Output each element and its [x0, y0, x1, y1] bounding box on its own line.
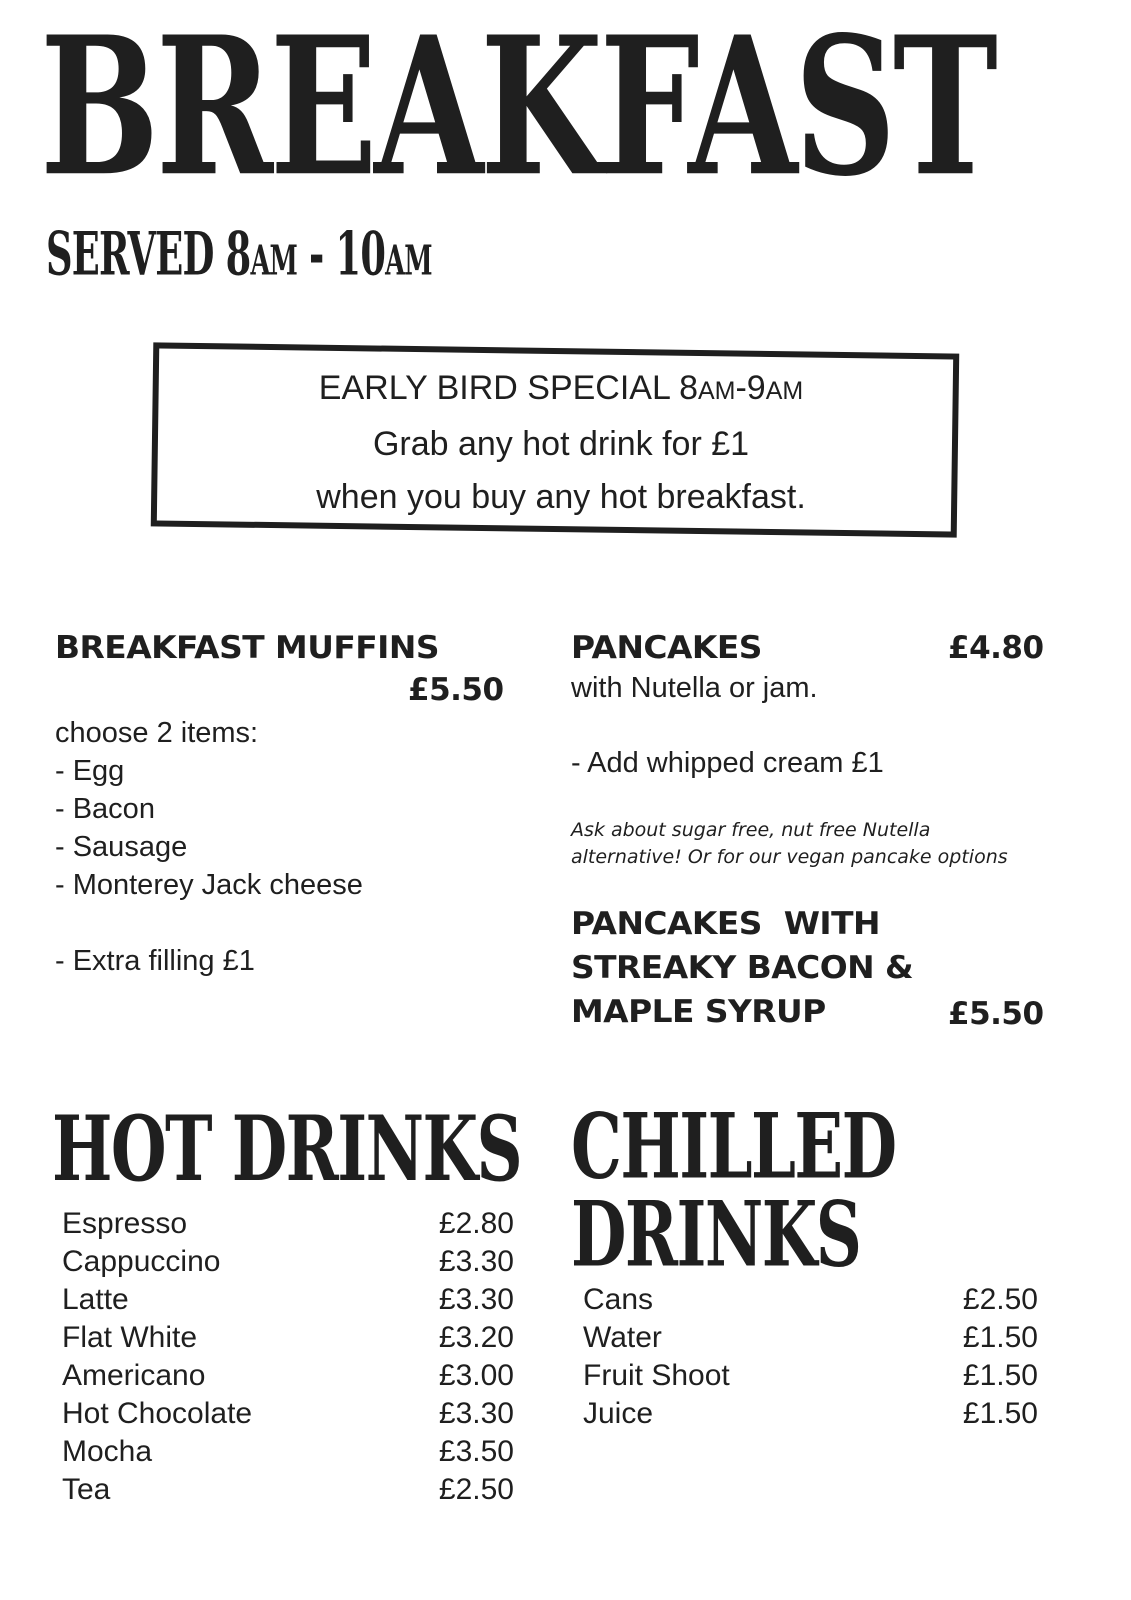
pancakes-bacon-title-line2: STREAKY BACON &: [571, 950, 914, 986]
hot-drink-price: £3.20: [438, 1321, 514, 1354]
chilled-drink-price: £2.50: [962, 1283, 1038, 1316]
hot-drink-name: Americano: [62, 1359, 206, 1392]
menu-title: BREAKFAST: [40, 0, 995, 220]
pancakes-note-line1: Ask about sugar free, nut free Nutella: [571, 819, 931, 841]
hot-drink-name: Hot Chocolate: [62, 1397, 253, 1430]
served-am-start: AM: [250, 235, 298, 286]
hot-drink-row: [62, 1357, 514, 1395]
chilled-drink-name: Fruit Shoot: [583, 1359, 730, 1392]
chilled-drink-row: [583, 1395, 1038, 1433]
pancakes-note: [571, 817, 1008, 871]
served-am-end: AM: [385, 235, 432, 286]
hot-drink-price: £3.30: [438, 1397, 514, 1430]
early-bird-am-end: AM: [765, 377, 804, 405]
hot-drink-price: £3.00: [438, 1359, 514, 1392]
chilled-drink-row: [583, 1319, 1038, 1357]
chilled-drink-row: [583, 1281, 1038, 1319]
chilled-drink-price: £1.50: [962, 1321, 1038, 1354]
hot-drink-price: £3.50: [438, 1435, 514, 1468]
hot-drink-row: [62, 1395, 514, 1433]
hot-drink-row: [62, 1205, 514, 1243]
muffins-intro: choose 2 items:: [55, 717, 259, 749]
hot-drink-name: Espresso: [62, 1207, 188, 1240]
pancakes-addon: - Add whipped cream £1: [571, 747, 884, 779]
chilled-drinks-title-line1: CHILLED: [571, 1094, 896, 1200]
pancakes-note-line2: alternative! Or for our vegan pancake options: [571, 846, 1008, 868]
hot-drink-name: Mocha: [62, 1435, 153, 1468]
hot-drink-name: Flat White: [62, 1321, 198, 1354]
pancakes-bacon-price: £5.50: [948, 996, 1044, 1032]
early-bird-line3: when you buy any hot breakfast.: [316, 478, 806, 516]
served-hours: [46, 218, 432, 289]
hot-drink-row: [62, 1281, 514, 1319]
pancakes-bacon-title-line3: MAPLE SYRUP: [571, 994, 826, 1030]
early-bird-am-start: AM: [697, 377, 736, 405]
chilled-drink-price: £1.50: [962, 1359, 1038, 1392]
early-bird-line2: Grab any hot drink for £1: [372, 425, 750, 463]
hot-drink-row: [62, 1471, 514, 1509]
hot-drink-price: £3.30: [438, 1245, 514, 1278]
served-prefix: SERVED 8: [46, 218, 251, 289]
pancakes-title: PANCAKES: [571, 630, 762, 666]
chilled-drinks-title-line2: DRINKS: [571, 1181, 861, 1288]
muffins-title: BREAKFAST MUFFINS: [55, 630, 439, 666]
served-mid: - 10: [297, 218, 386, 289]
pancakes-price: £4.80: [948, 630, 1044, 666]
pancakes-bacon-title-line1: PANCAKES WITH: [571, 906, 880, 942]
hot-drink-row: [62, 1243, 514, 1281]
muffins-price: £5.50: [408, 672, 504, 708]
hot-drink-name: Tea: [62, 1473, 111, 1506]
hot-drink-price: £3.30: [438, 1283, 514, 1316]
chilled-drinks-list: [583, 1281, 1038, 1433]
hot-drink-row: [62, 1433, 514, 1471]
muffins-extra: - Extra filling £1: [55, 945, 255, 977]
chilled-drink-name: Cans: [583, 1283, 654, 1316]
early-bird-heading-prefix: EARLY BIRD SPECIAL 8: [318, 369, 698, 407]
hot-drinks-list: [62, 1205, 514, 1509]
hot-drink-price: £2.50: [438, 1473, 514, 1506]
muffins-options: [55, 714, 363, 980]
muffins-item: - Sausage: [55, 831, 188, 863]
pancakes-bacon-title: [571, 902, 913, 1034]
chilled-drink-name: Water: [583, 1321, 662, 1354]
hot-drink-name: Latte: [62, 1283, 129, 1316]
hot-drink-name: Cappuccino: [62, 1245, 221, 1278]
early-bird-text: [152, 362, 970, 524]
early-bird-mid: -9: [735, 369, 766, 407]
hot-drink-row: [62, 1319, 514, 1357]
muffins-item: - Bacon: [55, 793, 155, 825]
pancakes-desc: with Nutella or jam.: [571, 672, 818, 704]
chilled-drink-price: £1.50: [962, 1397, 1038, 1430]
early-bird-heading: [152, 362, 970, 418]
hot-drinks-title: HOT DRINKS: [52, 1096, 522, 1202]
muffins-item: - Egg: [55, 755, 125, 787]
muffins-item: - Monterey Jack cheese: [55, 869, 363, 901]
chilled-drink-name: Juice: [583, 1397, 654, 1430]
chilled-drink-row: [583, 1357, 1038, 1395]
hot-drink-price: £2.80: [438, 1207, 514, 1240]
chilled-drinks-title: [571, 1094, 896, 1288]
